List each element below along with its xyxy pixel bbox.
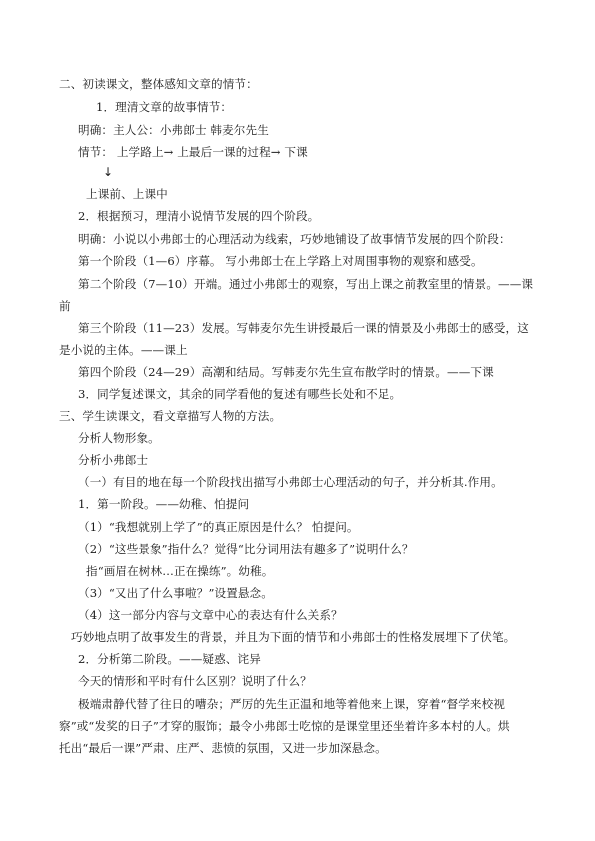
section-heading-3: 三、学生读课文，看文章描写人物的方法。	[59, 409, 282, 423]
question-line: 今天的情形和平时有什么区别？说明了什么？	[78, 674, 312, 688]
text-line: 前	[59, 299, 71, 313]
text-line: 1．第一阶段。——幼稚、怕提问	[78, 497, 250, 511]
question-line: （3）“又出了什么事啦？”设置悬念。	[78, 586, 273, 600]
plot-line: 情节： 上学路上→ 上最后一课的过程→ 下课	[78, 145, 308, 159]
text-line: 明确：小说以小弗郎士的心理活动为线索，巧妙地铺设了故事情节发展的四个阶段：	[78, 232, 511, 246]
text-line: 是小说的主体。——课上	[59, 343, 188, 357]
text-line: 上课前、上课中	[86, 187, 168, 201]
text-line: 分析人物形象。	[78, 431, 160, 445]
question-line: （1）“我想就别上学了”的真正原因是什么？ 怕提问。	[78, 520, 359, 534]
subsection-3-heading: 3．同学复述课文，其余的同学看他的复述有哪些长处和不足。	[78, 387, 402, 401]
text-line: 第一个阶段（1—6）序幕。 写小弗郎士在上学路上对周围事物的观察和感受。	[78, 254, 483, 268]
section-heading-2: 二、初读课文，整体感知文章的情节：	[59, 77, 258, 91]
subsection-2-heading: 2．根据预习，理清小说情节发展的四个阶段。	[78, 209, 320, 223]
text-line: 明确：主人公：小弗郎士 韩麦尔先生	[78, 123, 269, 137]
text-line: 分析小弗郎士	[78, 453, 149, 467]
text-line: 察”或“发奖的日子”才穿的服饰；最令小弗郎士吃惊的是课堂里还坐着许多本村的人。烘	[59, 719, 510, 733]
text-line: （一）有目的地在每一个阶段找出描写小弗郎士心理活动的句子，并分析其.作用。	[78, 475, 503, 489]
text-line: 第二个阶段（7—10）开端。通过小弗郎士的观察，写出上课之前教室里的情景。——课	[78, 277, 534, 291]
subsection-1-heading: 1．理清文章的故事情节：	[96, 100, 233, 114]
question-line: （2）“这些景象”指什么？觉得“比分词用法有趣多了”说明什么？	[78, 542, 414, 556]
text-line: 第三个阶段（11—23）发展。写韩麦尔先生讲授最后一课的情景及小弗郎士的感受，这	[78, 321, 529, 335]
question-line: （4）这一部分内容与文章中心的表达有什么关系？	[78, 608, 343, 622]
arrow-down-icon: ↓	[103, 165, 114, 179]
text-line: 托出“最后一课”严肃、庄严、悲愤的氛围，又进一步加深悬念。	[59, 741, 387, 755]
answer-line: 巧妙地点明了故事发生的背景，并且为下面的情节和小弗郎士的性格发展埋下了伏笔。	[71, 630, 516, 644]
answer-line: 指“画眉在树林…正在操练”。幼稚。	[86, 564, 274, 578]
text-line: 极端肃静代替了往日的嘈杂；严厉的先生正温和地等着他来上课，穿着“督学来校视	[78, 697, 506, 711]
text-line: 第四个阶段（24—29）高潮和结局。写韩麦尔先生宣布散学时的情景。——下课	[78, 365, 494, 379]
text-line: 2．分析第二阶段。——疑惑、诧异	[78, 652, 261, 666]
